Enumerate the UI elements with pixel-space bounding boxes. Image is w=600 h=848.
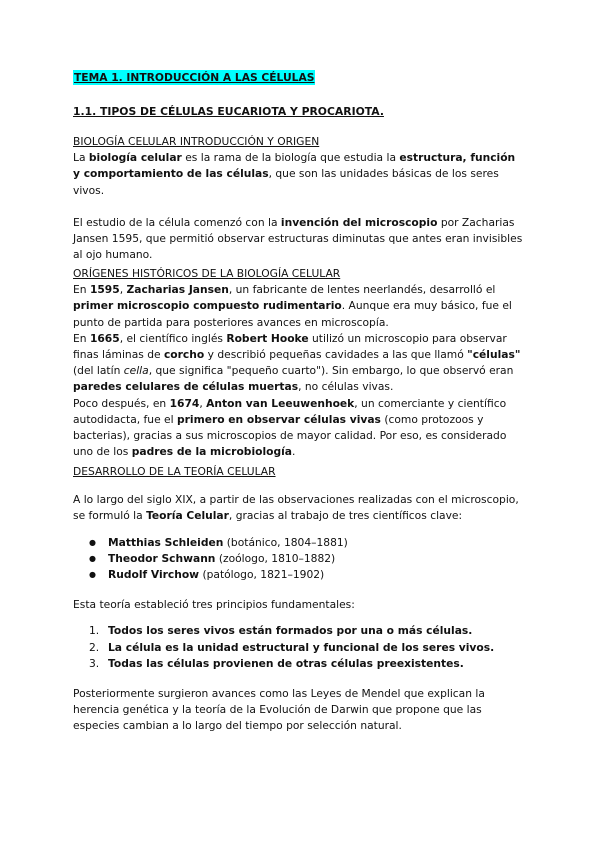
paragraph <box>73 492 525 524</box>
list-number: 1. <box>89 624 100 638</box>
bold-text: invención del microscopio <box>280 215 438 229</box>
bold-text: 1595 <box>89 283 120 297</box>
text-run: En <box>73 331 90 345</box>
principles-list <box>73 623 525 672</box>
bold-text: 1674 <box>169 396 200 410</box>
list-item <box>108 567 525 583</box>
bold-text: primer microscopio compuesto rudimentario <box>73 299 342 313</box>
principle-text: La célula es la unidad estructural y funcional de los seres vivos. <box>108 640 495 654</box>
page-title: TEMA 1. INTRODUCCIÓN A LAS CÉLULAS <box>74 71 315 84</box>
bold-text: Zacharias Jansen <box>126 283 229 297</box>
text-run: es la rama de la biología que estudia la <box>181 151 400 165</box>
paragraph <box>73 331 525 396</box>
text-run: (como protozoos y bacterias), gracias a sus microscopios de mayor calidad. Por eso, es considerado uno de los <box>73 412 507 459</box>
scientist-info: (zoólogo, 1810–1882) <box>215 551 336 565</box>
text-run: La <box>73 151 89 165</box>
text-run: , un comerciante y científico autodidacta, fue el <box>73 396 507 426</box>
text-run: El estudio de la célula comenzó con la <box>73 215 281 229</box>
page-subtitle: 1.1. TIPOS DE CÉLULAS EUCARIOTA Y PROCARIOTA. <box>73 105 384 118</box>
text-run: , no células vivas. <box>298 380 394 394</box>
scientist-name: Rudolf Virchow <box>108 568 200 582</box>
bold-text: primero en observar células vivas <box>177 412 381 426</box>
bold-text: 1665 <box>89 331 120 345</box>
text-run: . <box>291 445 296 459</box>
section-heading: ORÍGENES HISTÓRICOS DE LA BIOLOGÍA CELULAR <box>73 267 341 280</box>
scientist-info: (patólogo, 1821–1902) <box>199 568 325 582</box>
text-run: Poco después, en <box>73 396 170 410</box>
scientist-list <box>73 535 525 584</box>
text-run: utilizó un microscopio para observar finas láminas de <box>73 331 507 362</box>
bold-text: Teoría Celular <box>146 509 229 523</box>
bold-text: Anton van Leeuwenhoek <box>206 396 355 410</box>
text-run: y describió pequeñas cavidades a las que llamó <box>204 348 468 362</box>
section-heading: BIOLOGÍA CELULAR INTRODUCCIÓN Y ORIGEN <box>73 135 320 148</box>
principle-text: Todos los seres vivos están formados por una o más células. <box>108 624 473 638</box>
text-run: . Aunque era muy básico, fue el punto de partida para posteriores avances en microscopía. <box>73 299 512 329</box>
paragraph: Esta teoría estableció tres principios fundamentales: <box>73 598 355 612</box>
bold-text: padres de la microbiología <box>131 445 292 459</box>
scientist-name: Theodor Schwann <box>108 551 216 565</box>
text-run: , el científico inglés <box>119 331 227 345</box>
subtitle-row <box>73 104 384 120</box>
section-heading: DESARROLLO DE LA TEORÍA CELULAR <box>73 465 276 478</box>
section-origenes-historicos <box>73 266 525 460</box>
bold-text: estructura, función y comportamiento de las células <box>73 151 516 181</box>
paragraph <box>73 282 525 331</box>
list-item <box>89 640 525 656</box>
paragraph <box>73 396 525 461</box>
text-run: , que significa "pequeño cuarto"). Sin embargo, lo que observó eran <box>148 364 514 378</box>
text-run: , gracias al trabajo de tres científicos clave: <box>228 509 463 523</box>
italic-text: cella <box>123 364 149 378</box>
list-number: 3. <box>89 656 100 670</box>
scientist-name: Matthias Schleiden <box>108 535 224 549</box>
text-run: por Zacharias Jansen 1595, que permitió observar estructuras diminutas que antes eran invisibles al ojo humano. <box>73 215 523 262</box>
section-teoria-celular <box>73 464 525 735</box>
title-row <box>73 70 315 86</box>
bold-text: Robert Hooke <box>226 331 309 345</box>
list-item <box>108 535 525 551</box>
principle-text: Todas las células provienen de otras células preexistentes. <box>108 656 464 670</box>
scientist-info: (botánico, 1804–1881) <box>223 535 348 549</box>
list-item <box>89 623 525 639</box>
text-run: En <box>73 283 90 297</box>
paragraph: Posteriormente surgieron avances como las Leyes de Mendel que explican la herencia genética y la teoría de la Evolución de Darwin que propone que las especies cambian a lo largo del tiempo por selección natural. <box>73 687 485 733</box>
bold-text: corcho <box>163 348 205 362</box>
section-biologia-celular <box>73 134 525 263</box>
text-run: , <box>199 396 207 410</box>
paragraph <box>73 150 525 199</box>
list-number: 2. <box>89 640 100 654</box>
bold-text: biología celular <box>88 151 182 165</box>
bold-text: "células" <box>467 348 521 362</box>
text-run: A lo largo del siglo XIX, a partir de las observaciones realizadas con el microscopio, se formuló la <box>73 493 519 523</box>
text-run: (del latín <box>73 364 124 378</box>
paragraph <box>73 215 525 264</box>
text-run: , <box>119 283 127 297</box>
text-run: , un fabricante de lentes neerlandés, desarrolló el <box>228 283 496 297</box>
text-run: , que son las unidades básicas de los seres vivos. <box>73 167 499 197</box>
list-item <box>89 656 525 672</box>
list-item <box>108 551 525 567</box>
bold-text: paredes celulares de células muertas <box>73 380 299 394</box>
